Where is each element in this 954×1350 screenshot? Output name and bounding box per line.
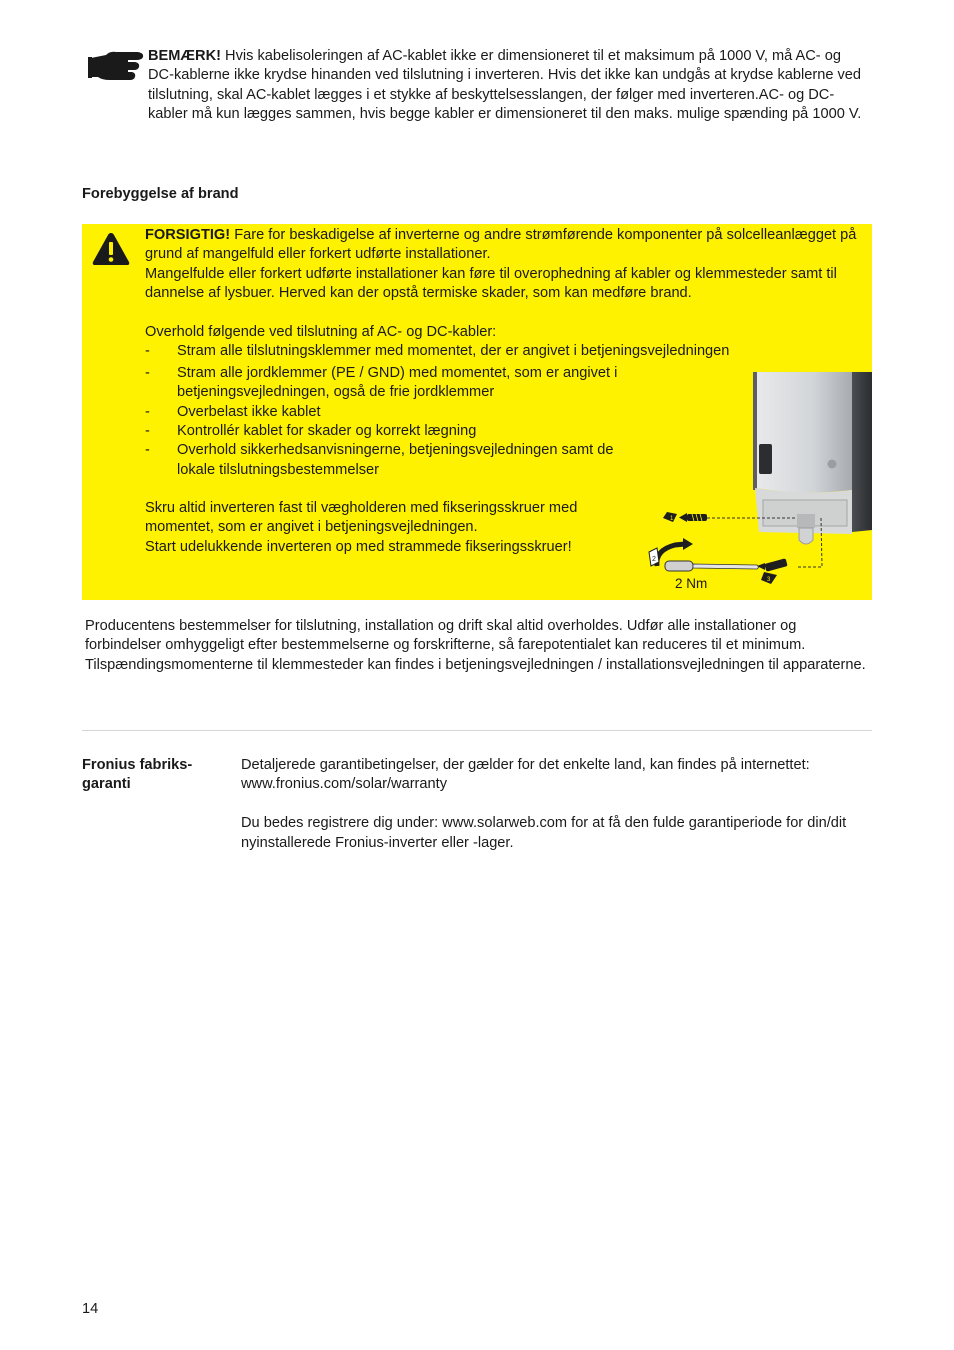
- section-heading-fire: Forebyggelse af brand: [82, 186, 239, 202]
- warranty-body: [241, 756, 871, 853]
- warranty-text-2: Du bedes registrere dig under: www.solarweb.com for at få den fulde garantiperiode for din/dit nyinstallerede Fronius-inverter eller -lager.: [241, 815, 847, 851]
- start-text: Start udelukkende inverteren op med strammede fikseringsskruer!: [145, 538, 572, 555]
- caution-label: FORSIGTIG!: [145, 227, 231, 243]
- caution-box: [82, 224, 872, 600]
- step-1-number: 1: [670, 516, 674, 522]
- page-number: 14: [82, 1301, 99, 1317]
- list-item: - Overbelast ikke kablet: [145, 403, 625, 422]
- section-divider: [82, 730, 872, 731]
- warning-triangle-icon: [91, 231, 131, 267]
- list-item: - Stram alle jordklemmer (PE / GND) med momentet, som er angivet i betjeningsvejledningen, også de frie jordklemmer: [145, 364, 625, 403]
- caution-intro: FORSIGTIG! Fare for beskadigelse af inverterne og andre strømførende komponenter på solcelleanlægget på grund af mangelfuld eller forkert udførte installationer.: [145, 227, 857, 263]
- inverter-mounting-illustration: [647, 372, 872, 600]
- caution-para-2: Mangelfulde eller forkert udførte installationer kan føre til overophedning af kabler og klemmesteder samt til dannelse af lysbuer. Herved kan der opstå termiske skader, som kan medføre brand.: [145, 265, 837, 302]
- inverter-body: [755, 372, 852, 493]
- screw-icon: [679, 513, 707, 522]
- note-label: BEMÆRK!: [148, 48, 221, 64]
- list-item: - Kontrollér kablet for skader og korrekt lægning: [145, 422, 625, 441]
- caution-list-intro: Overhold følgende ved tilslutning af AC- og DC-kabler:: [145, 324, 497, 341]
- screwdriver-icon: [649, 538, 759, 571]
- inverter-display: [759, 444, 772, 474]
- warranty-heading: Fronius fabriks-garanti: [82, 757, 193, 793]
- warranty-text-1: Detaljerede garantibetingelser, der gælder for det enkelte land, kan findes på internettet: www.fronius.com/solar/warranty: [241, 757, 810, 793]
- manufacturer-regulations-text: Producentens bestemmelser for tilslutning, installation og drift skal altid overholdes. Udfør alle installationer og forbindelser omhyggeligt efter bestemmelserne og forskrifterne, så farepotentialet kan reduceres til et minimum. Tilspændingsmomenterne til klemmesteder kan findes i betjeningsvejledningen / installationsvejledningen til apparaterne.: [85, 618, 866, 673]
- step-3-number: 3: [767, 577, 771, 583]
- list-item: - Stram alle tilslutningsklemmer med momentet, der er angivet i betjeningsvejledningen: [145, 342, 865, 361]
- note-body: Hvis kabelisoleringen af AC-kablet ikke er dimensioneret til et maksimum på 1000 V, må AC- og DC-kablerne ikke krydse hinanden ved tilslutning i inverteren. Hvis det ikke kan undgås at krydse kablerne ved tilslutning, skal AC-kablet lægges i et stykke af beskyttelsesslangen, der følger med inverteren.AC- og DC-kabler må kun lægges sammen, hvis begge kabler er dimensioneret til den maks. mulige spænding på 1000 V.: [148, 48, 862, 123]
- torque-label: 2 Nm: [675, 576, 708, 591]
- step-2-number: 2: [652, 556, 656, 563]
- pointing-hand-icon: [88, 50, 148, 84]
- note-text: [148, 47, 868, 125]
- screw-text: Skru altid inverteren fast til vægholderen med fikseringsskruer med momentet, som er angivet i betjeningsvejledningen.: [145, 500, 578, 536]
- list-item: - Overhold sikkerhedsanvisningerne, betjeningsvejledningen samt de lokale tilslutningsbestemmelser: [145, 441, 625, 480]
- screw-icon: [757, 558, 788, 571]
- screw-instructions: [145, 499, 645, 557]
